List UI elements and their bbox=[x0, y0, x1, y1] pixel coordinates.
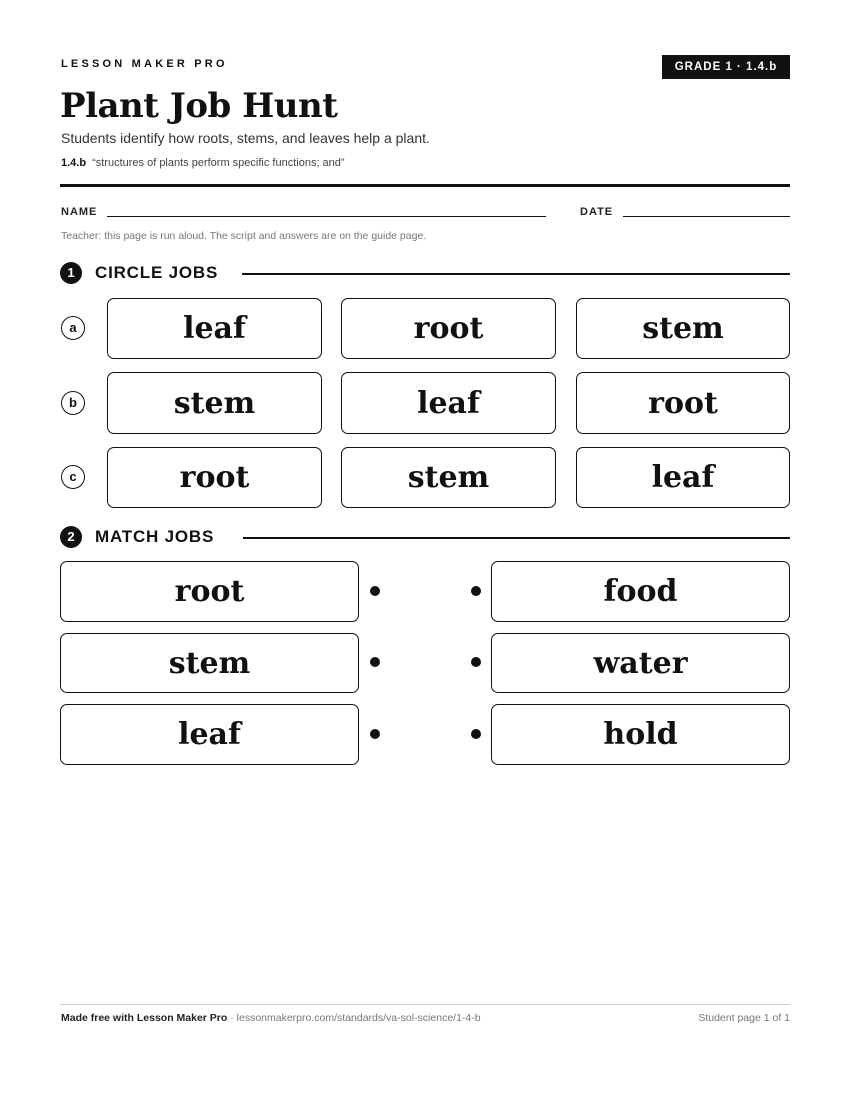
footer-made-with: Made free with Lesson Maker Pro bbox=[61, 1012, 228, 1024]
footer-credit bbox=[61, 1012, 481, 1024]
date-label: DATE bbox=[580, 206, 614, 218]
match-right-box[interactable]: food bbox=[491, 561, 790, 622]
date-field[interactable] bbox=[623, 216, 790, 217]
circle-word-box[interactable]: leaf bbox=[576, 447, 790, 508]
row-letter-a: a bbox=[61, 316, 85, 340]
match-left-dot[interactable] bbox=[370, 729, 380, 739]
section-match-jobs-header bbox=[60, 525, 790, 549]
circle-word-box[interactable]: root bbox=[576, 372, 790, 434]
section-circle-jobs-header bbox=[60, 261, 790, 285]
brand-name: LESSON MAKER PRO bbox=[61, 58, 228, 70]
match-right-box[interactable]: hold bbox=[491, 704, 790, 765]
grade-badge: GRADE 1 · 1.4.b bbox=[662, 55, 790, 79]
standard-code: 1.4.b bbox=[61, 157, 87, 169]
page-title: Plant Job Hunt bbox=[60, 86, 338, 126]
section-title: CIRCLE JOBS bbox=[95, 263, 219, 282]
row-letter-c: c bbox=[61, 465, 85, 489]
circle-word-box[interactable]: leaf bbox=[341, 372, 556, 434]
match-left-box[interactable]: root bbox=[60, 561, 359, 622]
match-left-dot[interactable] bbox=[370, 586, 380, 596]
match-left-box[interactable]: stem bbox=[60, 633, 359, 693]
circle-word-box[interactable]: root bbox=[341, 298, 556, 359]
row-letter-b: b bbox=[61, 391, 85, 415]
match-right-box[interactable]: water bbox=[491, 633, 790, 693]
match-left-box[interactable]: leaf bbox=[60, 704, 359, 765]
name-label: NAME bbox=[61, 206, 98, 218]
footer-separator: · bbox=[227, 1012, 237, 1024]
page-subtitle: Students identify how roots, stems, and leaves help a plant. bbox=[61, 130, 430, 146]
match-left-dot[interactable] bbox=[370, 657, 380, 667]
match-right-dot[interactable] bbox=[471, 586, 481, 596]
teacher-note: Teacher: this page is run aloud. The script and answers are on the guide page. bbox=[61, 230, 427, 242]
standard-text: “structures of plants perform specific functions; and” bbox=[92, 157, 345, 169]
section-rule bbox=[243, 537, 790, 539]
circle-word-box[interactable]: stem bbox=[576, 298, 790, 359]
circle-word-box[interactable]: root bbox=[107, 447, 322, 508]
section-rule bbox=[242, 273, 790, 275]
circle-word-box[interactable]: stem bbox=[107, 372, 322, 434]
circle-word-box[interactable]: stem bbox=[341, 447, 556, 508]
match-right-dot[interactable] bbox=[471, 729, 481, 739]
header-divider bbox=[60, 184, 790, 187]
footer-url-link[interactable]: lessonmakerpro.com/standards/va-sol-science/1-4-b bbox=[236, 1012, 481, 1024]
footer-divider bbox=[60, 1004, 790, 1005]
match-right-dot[interactable] bbox=[471, 657, 481, 667]
circle-word-box[interactable]: leaf bbox=[107, 298, 322, 359]
section-number: 2 bbox=[60, 526, 82, 548]
section-title: MATCH JOBS bbox=[95, 527, 215, 546]
footer-page-number: Student page 1 of 1 bbox=[698, 1012, 790, 1024]
name-field[interactable] bbox=[107, 216, 546, 217]
section-number: 1 bbox=[60, 262, 82, 284]
standard-line bbox=[61, 157, 345, 169]
